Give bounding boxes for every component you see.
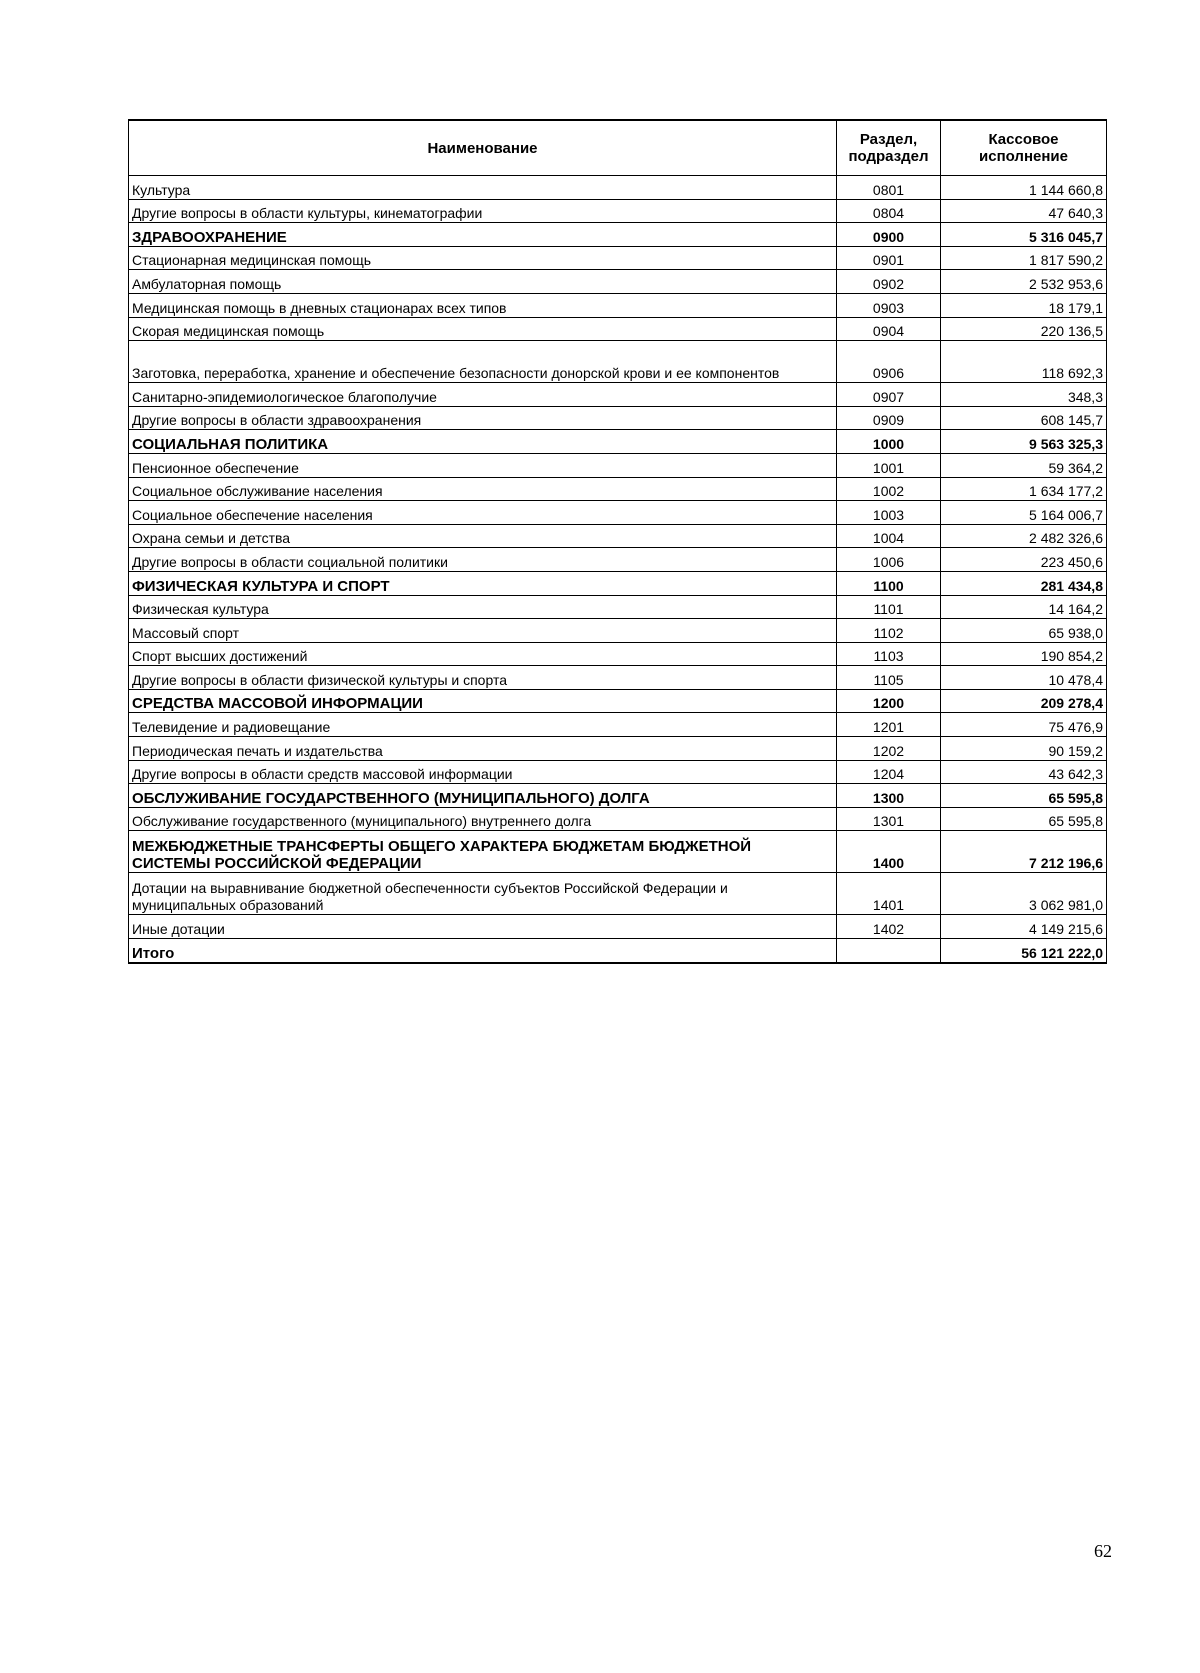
header-code bbox=[837, 120, 941, 176]
cell-amount: 90 159,2 bbox=[941, 737, 1107, 761]
cell-name: Иные дотации bbox=[129, 915, 837, 939]
table-row bbox=[129, 548, 1107, 572]
cell-name: Социальное обеспечение населения bbox=[129, 501, 837, 525]
cell-amount: 281 434,8 bbox=[941, 571, 1107, 595]
cell-code: 1101 bbox=[837, 595, 941, 619]
cell-code: 0900 bbox=[837, 223, 941, 247]
cell-name: Стационарная медицинская помощь bbox=[129, 246, 837, 270]
cell-amount: 2 532 953,6 bbox=[941, 270, 1107, 294]
table-row bbox=[129, 430, 1107, 454]
cell-name: Амбулаторная помощь bbox=[129, 270, 837, 294]
cell-name: Культура bbox=[129, 176, 837, 200]
cell-name: Массовый спорт bbox=[129, 619, 837, 643]
cell-code: 0901 bbox=[837, 246, 941, 270]
table-row bbox=[129, 595, 1107, 619]
cell-name: Другие вопросы в области физической культуры и спорта bbox=[129, 666, 837, 690]
cell-name: Медицинская помощь в дневных стационарах всех типов bbox=[129, 293, 837, 317]
budget-table bbox=[128, 119, 1107, 964]
table-row bbox=[129, 915, 1107, 939]
cell-code: 0907 bbox=[837, 383, 941, 407]
cell-code bbox=[837, 939, 941, 963]
table-row bbox=[129, 713, 1107, 737]
cell-amount: 348,3 bbox=[941, 383, 1107, 407]
table-row bbox=[129, 406, 1107, 430]
cell-code: 1105 bbox=[837, 666, 941, 690]
cell-amount: 65 595,8 bbox=[941, 784, 1107, 808]
table-row bbox=[129, 873, 1107, 915]
cell-code: 0909 bbox=[837, 406, 941, 430]
cell-name: Периодическая печать и издательства bbox=[129, 737, 837, 761]
cell-name: Другие вопросы в области средств массовой информации bbox=[129, 760, 837, 784]
cell-name: Охрана семьи и детства bbox=[129, 524, 837, 548]
cell-code: 1204 bbox=[837, 760, 941, 784]
cell-code: 1300 bbox=[837, 784, 941, 808]
table-row bbox=[129, 176, 1107, 200]
header-name: Наименование bbox=[129, 120, 837, 176]
cell-name: Заготовка, переработка, хранение и обеспечение безопасности донорской крови и ее компонентов bbox=[129, 341, 837, 383]
cell-amount: 7 212 196,6 bbox=[941, 831, 1107, 873]
cell-amount: 59 364,2 bbox=[941, 453, 1107, 477]
cell-name: Обслуживание государственного (муниципального) внутреннего долга bbox=[129, 807, 837, 831]
cell-amount: 65 938,0 bbox=[941, 619, 1107, 643]
table-row bbox=[129, 760, 1107, 784]
table-row bbox=[129, 807, 1107, 831]
cell-code: 0801 bbox=[837, 176, 941, 200]
cell-amount: 75 476,9 bbox=[941, 713, 1107, 737]
table-row bbox=[129, 453, 1107, 477]
cell-code: 1004 bbox=[837, 524, 941, 548]
table-row bbox=[129, 246, 1107, 270]
cell-name: ЗДРАВООХРАНЕНИЕ bbox=[129, 223, 837, 247]
table-row bbox=[129, 737, 1107, 761]
table-row bbox=[129, 223, 1107, 247]
cell-amount: 1 817 590,2 bbox=[941, 246, 1107, 270]
table-row bbox=[129, 784, 1107, 808]
cell-code: 1000 bbox=[837, 430, 941, 454]
table-row bbox=[129, 501, 1107, 525]
table-row bbox=[129, 341, 1107, 383]
cell-code: 1401 bbox=[837, 873, 941, 915]
cell-name: Дотации на выравнивание бюджетной обеспеченности субъектов Российской Федерации и муниципальных образований bbox=[129, 873, 837, 915]
cell-name: Социальное обслуживание населения bbox=[129, 477, 837, 501]
cell-amount: 209 278,4 bbox=[941, 689, 1107, 713]
table-row bbox=[129, 524, 1107, 548]
cell-code: 0904 bbox=[837, 317, 941, 341]
cell-code: 0804 bbox=[837, 199, 941, 223]
cell-amount: 190 854,2 bbox=[941, 642, 1107, 666]
cell-name: ОБСЛУЖИВАНИЕ ГОСУДАРСТВЕННОГО (МУНИЦИПАЛЬНОГО) ДОЛГА bbox=[129, 784, 837, 808]
cell-amount: 220 136,5 bbox=[941, 317, 1107, 341]
table-row bbox=[129, 270, 1107, 294]
cell-name: Другие вопросы в области культуры, кинематографии bbox=[129, 199, 837, 223]
cell-code: 1100 bbox=[837, 571, 941, 595]
cell-amount: 5 316 045,7 bbox=[941, 223, 1107, 247]
table-row bbox=[129, 831, 1107, 873]
cell-code: 1201 bbox=[837, 713, 941, 737]
cell-code: 1002 bbox=[837, 477, 941, 501]
table-row bbox=[129, 939, 1107, 963]
cell-code: 1102 bbox=[837, 619, 941, 643]
header-amount-text: Кассовое исполнение bbox=[979, 131, 1068, 165]
cell-amount: 10 478,4 bbox=[941, 666, 1107, 690]
cell-amount: 118 692,3 bbox=[941, 341, 1107, 383]
cell-code: 1202 bbox=[837, 737, 941, 761]
cell-name: Спорт высших достижений bbox=[129, 642, 837, 666]
page-number: 62 bbox=[1094, 1541, 1112, 1561]
table-row bbox=[129, 689, 1107, 713]
table-body bbox=[129, 176, 1107, 963]
table-row bbox=[129, 317, 1107, 341]
cell-code: 0902 bbox=[837, 270, 941, 294]
cell-amount: 43 642,3 bbox=[941, 760, 1107, 784]
table-row bbox=[129, 619, 1107, 643]
cell-name: Телевидение и радиовещание bbox=[129, 713, 837, 737]
table-row bbox=[129, 383, 1107, 407]
cell-name: СРЕДСТВА МАССОВОЙ ИНФОРМАЦИИ bbox=[129, 689, 837, 713]
header-amount bbox=[941, 120, 1107, 176]
cell-name: ФИЗИЧЕСКАЯ КУЛЬТУРА И СПОРТ bbox=[129, 571, 837, 595]
header-code-text: Раздел, подраздел bbox=[848, 131, 929, 165]
cell-amount: 608 145,7 bbox=[941, 406, 1107, 430]
cell-amount: 9 563 325,3 bbox=[941, 430, 1107, 454]
cell-code: 0906 bbox=[837, 341, 941, 383]
cell-code: 1006 bbox=[837, 548, 941, 572]
table-row bbox=[129, 642, 1107, 666]
cell-amount: 18 179,1 bbox=[941, 293, 1107, 317]
cell-amount: 65 595,8 bbox=[941, 807, 1107, 831]
cell-name: МЕЖБЮДЖЕТНЫЕ ТРАНСФЕРТЫ ОБЩЕГО ХАРАКТЕРА БЮДЖЕТАМ БЮДЖЕТНОЙ СИСТЕМЫ РОССИЙСКОЙ ФЕДЕРАЦИИ bbox=[129, 831, 837, 873]
cell-amount: 4 149 215,6 bbox=[941, 915, 1107, 939]
cell-name: СОЦИАЛЬНАЯ ПОЛИТИКА bbox=[129, 430, 837, 454]
cell-name: Скорая медицинская помощь bbox=[129, 317, 837, 341]
cell-code: 1301 bbox=[837, 807, 941, 831]
cell-code: 1003 bbox=[837, 501, 941, 525]
table-row bbox=[129, 293, 1107, 317]
table-row bbox=[129, 571, 1107, 595]
cell-amount: 47 640,3 bbox=[941, 199, 1107, 223]
cell-amount: 56 121 222,0 bbox=[941, 939, 1107, 963]
cell-code: 1200 bbox=[837, 689, 941, 713]
cell-code: 1103 bbox=[837, 642, 941, 666]
cell-name: Итого bbox=[129, 939, 837, 963]
cell-code: 1001 bbox=[837, 453, 941, 477]
cell-amount: 223 450,6 bbox=[941, 548, 1107, 572]
cell-amount: 1 634 177,2 bbox=[941, 477, 1107, 501]
table-row bbox=[129, 199, 1107, 223]
cell-name: Пенсионное обеспечение bbox=[129, 453, 837, 477]
table-row bbox=[129, 666, 1107, 690]
cell-code: 1402 bbox=[837, 915, 941, 939]
cell-name: Другие вопросы в области здравоохранения bbox=[129, 406, 837, 430]
cell-code: 0903 bbox=[837, 293, 941, 317]
cell-name: Физическая культура bbox=[129, 595, 837, 619]
cell-amount: 1 144 660,8 bbox=[941, 176, 1107, 200]
cell-amount: 3 062 981,0 bbox=[941, 873, 1107, 915]
cell-amount: 2 482 326,6 bbox=[941, 524, 1107, 548]
cell-code: 1400 bbox=[837, 831, 941, 873]
cell-name: Санитарно-эпидемиологическое благополучие bbox=[129, 383, 837, 407]
cell-amount: 5 164 006,7 bbox=[941, 501, 1107, 525]
table-header-row bbox=[129, 120, 1107, 176]
cell-amount: 14 164,2 bbox=[941, 595, 1107, 619]
table-row bbox=[129, 477, 1107, 501]
cell-name: Другие вопросы в области социальной политики bbox=[129, 548, 837, 572]
